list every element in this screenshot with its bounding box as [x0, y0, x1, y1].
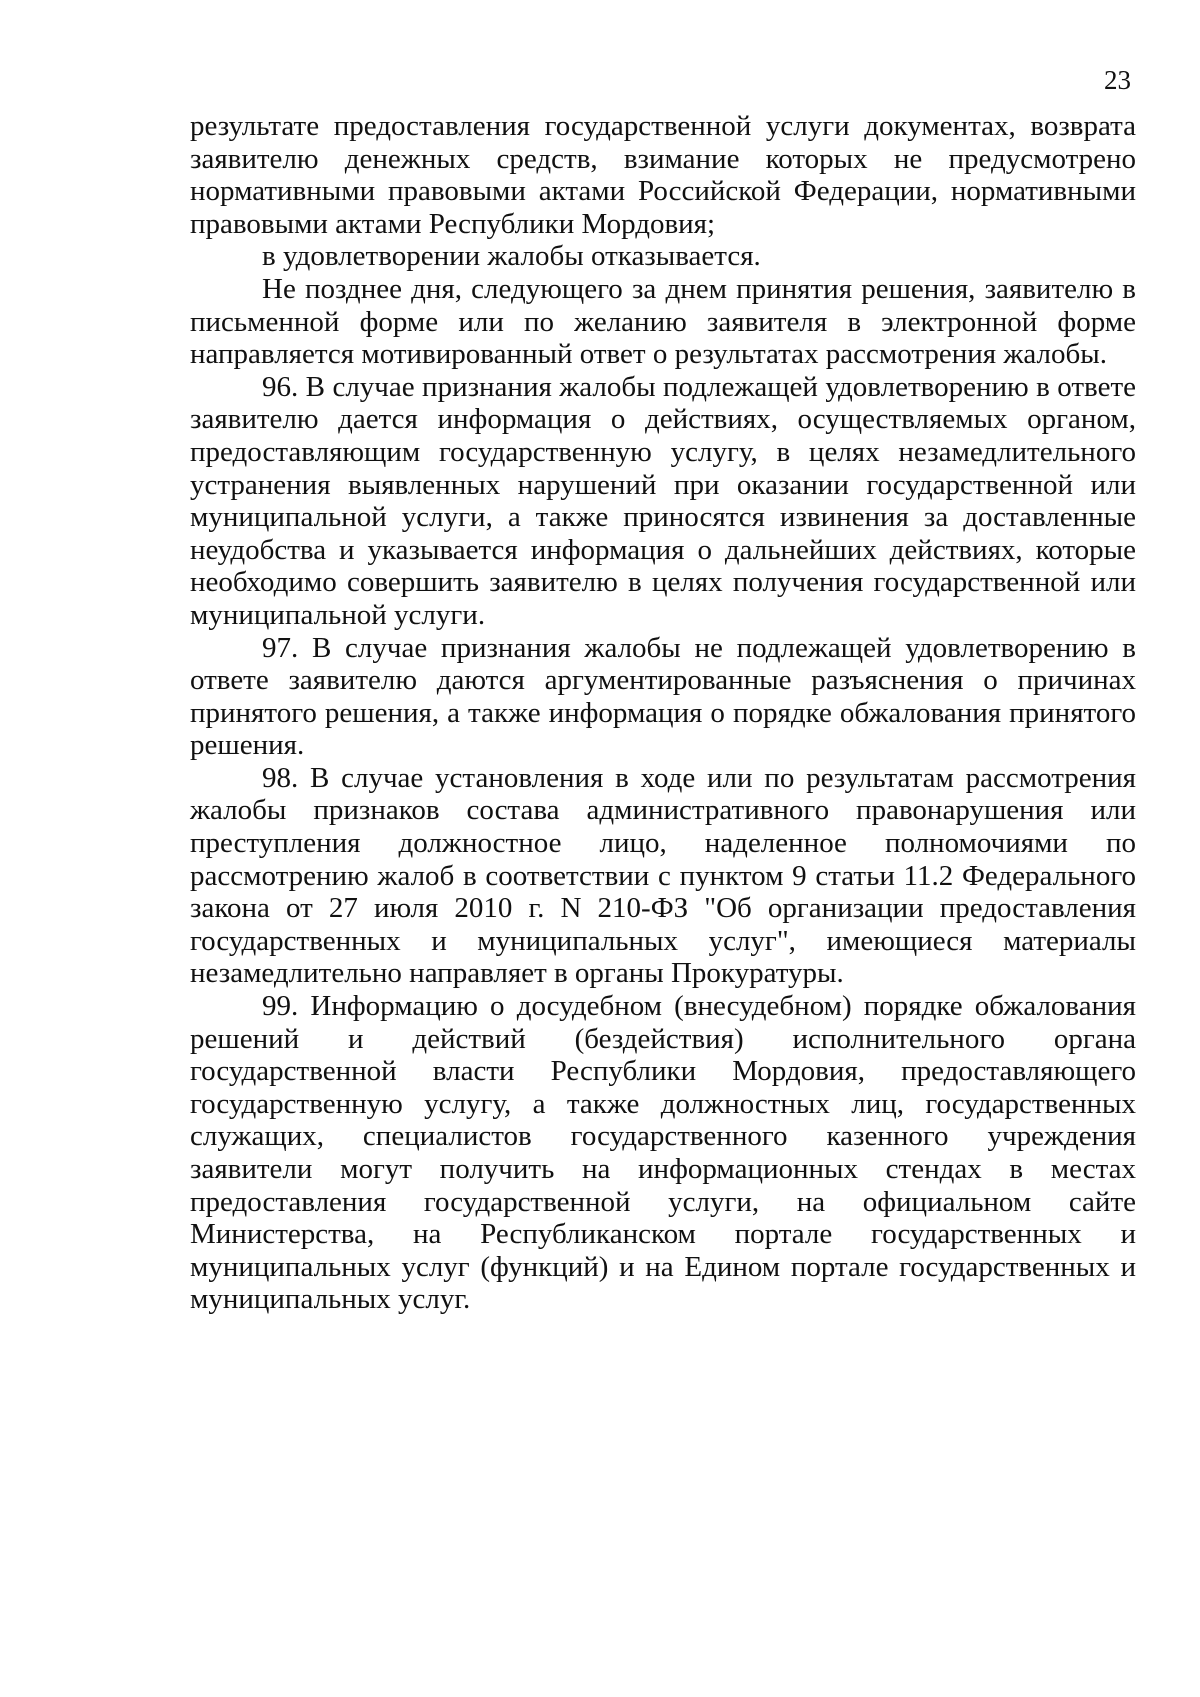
paragraph-response-deadline: Не позднее дня, следующего за днем принятия решения, заявителю в письменной форме или по желанию заявителя в электронной форме направляется мотивированный ответ о результатах рассмотрения жалобы. [190, 272, 1136, 371]
paragraph-item-96: 96. В случае признания жалобы подлежащей удовлетворению в ответе заявителю дается информация о действиях, осуществляемых органом, предоставляющим государственную услугу, в целях незамедлительного устранения выявленных нарушений при оказании государственной или муниципальной услуги, а также приносятся извинения за доставленные неудобства и указывается информация о дальнейших действиях, которые необходимо совершить заявителю в целях получения государственной или муниципальной услуги. [190, 370, 1136, 631]
paragraph-item-98: 98. В случае установления в ходе или по результатам рассмотрения жалобы признаков состава административного правонарушения или преступления должностное лицо, наделенное полномочиями по рассмотрению жалоб в соответствии с пунктом 9 статьи 11.2 Федерального закона от 27 июля 2010 г. N 210-ФЗ "Об организации предоставления государственных и муниципальных услуг", имеющиеся материалы незамедлительно направляет в органы Прокуратуры. [190, 761, 1136, 990]
document-body [190, 110, 1136, 1316]
page-number: 23 [1104, 65, 1131, 95]
paragraph-item-97: 97. В случае признания жалобы не подлежащей удовлетворению в ответе заявителю даются аргументированные разъяснения о причинах принятого решения, а также информация о порядке обжалования принятого решения. [190, 631, 1136, 762]
paragraph-continuation: результате предоставления государственной услуги документах, возврата заявителю денежных средств, взимание которых не предусмотрено нормативными правовыми актами Российской Федерации, нормативными правовыми актами Республики Мордовия; [190, 110, 1136, 240]
paragraph-complaint-rejected: в удовлетворении жалобы отказывается. [262, 240, 761, 273]
paragraph-item-99: 99. Информацию о досудебном (внесудебном) порядке обжалования решений и действий (бездействия) исполнительного органа государственной власти Республики Мордовия, предоставляющего государственную услугу, а также должностных лиц, государственных служащих, специалистов государственного казенного учреждения заявители могут получить на информационных стендах в местах предоставления государственной услуги, на официальном сайте Министерства, на Республиканском портале государственных и муниципальных услуг (функций) и на Едином портале государственных и муниципальных услуг. [190, 990, 1136, 1316]
